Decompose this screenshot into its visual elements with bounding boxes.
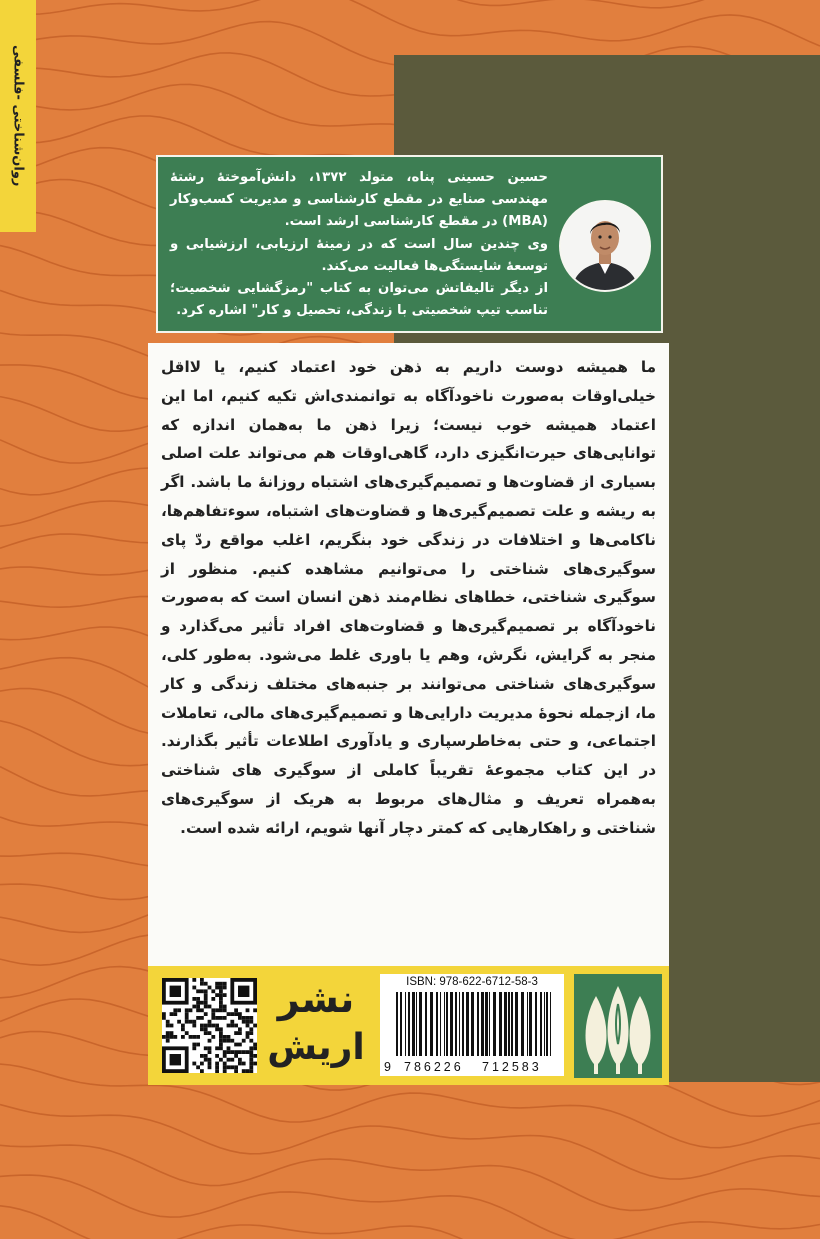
tree-logo-icon — [574, 974, 662, 1078]
bio-paragraph-3: از دیگر تالیفاتش می‌توان به کتاب "رمزگشایی شخصیت؛ تناسب تیپ شخصیتی با زندگی، تحصیل و کار" اشاره کرد. — [170, 281, 548, 319]
description-box — [148, 343, 669, 970]
barcode-prefix-digit: 9 — [384, 1060, 391, 1074]
qr-code-icon — [162, 978, 257, 1073]
author-photo — [559, 200, 651, 292]
isbn-barcode — [380, 974, 564, 1076]
isbn-text: ISBN: 978-622-6712-58-3 — [406, 976, 538, 988]
barcode-bars — [386, 992, 558, 1058]
author-bio-text — [170, 167, 548, 322]
barcode-left-digits: 786226 — [404, 1060, 464, 1074]
bio-paragraph-1: حسین حسینی پناه، متولد ۱۳۷۲، دانش‌آموختهٔ رشتهٔ مهندسی صنایع در مقطع کارشناسی و مدیریت کسب‌وکار (MBA) در مقطع کارشناسی ارشد است. — [170, 170, 548, 230]
barcode-right-digits: 712583 — [482, 1060, 542, 1074]
spine-label — [0, 0, 36, 232]
bio-paragraph-2: وی چندین سال است که در زمینهٔ ارزیابی، ارزشیابی و توسعهٔ شایستگی‌ها فعالیت می‌کند. — [170, 236, 548, 274]
description-paragraph: ما همیشه دوست داریم به ذهن خود اعتماد کنیم، یا لااقل خیلی‌اوقات به‌صورت ناخودآگاه به توانمندی‌اش تکیه کنیم، اما این اعتماد همیشه خوب نیست؛ زیرا ذهن ما به‌همان اندازه که توانایی‌های حیرت‌انگیزی دارد، گاهی‌اوقات هم می‌تواند علت اصلی بسیاری از قضاوت‌ها و تصمیم‌گیری‌های اشتباه روزانهٔ ما باشد. اگر به ریشه و علت تصمیم‌گیری‌ها و قضاوت‌های اشتباه، سوءتفاهم‌ها، ناکامی‌ها و اختلافات در زندگی خود بنگریم، اغلب مواقع ردّ پای سوگیری‌های شناختی را می‌توانیم مشاهده کنیم. منظور از سوگیری شناختی، خطاهای نظام‌مند ذهن انسان است که به‌صورت ناخودآگاه بر تصمیم‌گیری‌ها و قضاوت‌های افراد تأثیر می‌گذارد و منجر به گرایش، نگرش، وهم یا باوری غلط می‌شود. به‌طور کلی، سوگیری‌های شناختی می‌توانند بر جنبه‌های مختلف زندگی و کار ما، ازجمله نحوهٔ مدیریت دارایی‌ها و تصمیم‌گیری‌های مالی، تعاملات اجتماعی، و حتی به‌خاطرسپاری و یادآوری اطلاعات تأثیر بگذارند. در این کتاب مجموعهٔ تقریباً کاملی از سوگیری های شناختی به‌همراه تعریف و مثال‌های مربوط به هریک از سوگیری‌های شناختی و راهکارهایی که کمتر دچار آنها شویم، ارائه شده است. — [161, 358, 656, 837]
author-bio-box — [156, 155, 663, 333]
footer-bar — [148, 966, 669, 1085]
author-portrait-icon — [561, 202, 649, 290]
publisher-logo — [266, 974, 366, 1078]
publisher-name-line1: نشر — [277, 977, 355, 1021]
spine-genre-text: روان‌شناختی -فلسفی — [10, 45, 26, 187]
book-description — [161, 353, 656, 843]
publisher-name-line2: اریش — [267, 1027, 365, 1068]
